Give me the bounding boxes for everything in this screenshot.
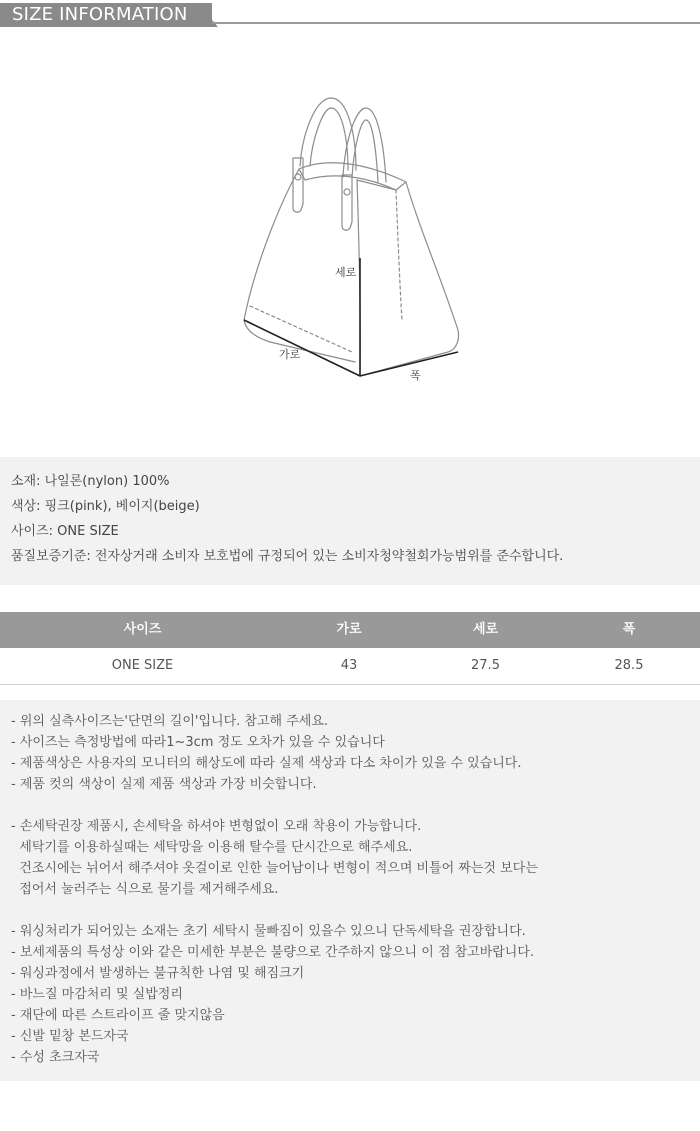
note-line: - 신발 밑창 본드자국 [11, 1029, 129, 1044]
cell-depth: 28.5 [614, 658, 644, 673]
header-height: 세로 [472, 622, 499, 637]
note-line: - 손세탁권장 제품시, 손세탁을 하셔야 변형없이 오래 착용이 가능합니다. [11, 819, 422, 834]
bag-illustration [0, 40, 700, 440]
note-line: - 워싱처리가 되어있는 소재는 초기 세탁시 물빠짐이 있을수 있으니 단독세탁을 권장합니다. [11, 924, 526, 939]
note-line: 건조시에는 뉘어서 해주셔야 옷걸이로 인한 늘어남이나 변형이 적으며 비틀어 짜는것 보다는 [11, 861, 538, 876]
section-title: SIZE INFORMATION [12, 4, 188, 25]
note-line: 세탁기를 이용하실때는 세탁망을 이용해 탈수를 단시간으로 해주세요. [11, 840, 413, 855]
bag-size-diagram [0, 40, 700, 440]
note-line: - 바느질 마감처리 및 실밥정리 [11, 987, 183, 1002]
note-line: - 제품 컷의 색상이 실제 제품 색상과 가장 비슷합니다. [11, 777, 317, 792]
note-line: - 위의 실측사이즈는'단면의 길이'입니다. 참고해 주세요. [11, 714, 329, 729]
note-line: 접어서 눌러주는 식으로 물기를 제거해주세요. [11, 882, 279, 897]
section-header [0, 0, 700, 32]
cell-height: 27.5 [471, 658, 500, 673]
cell-width: 43 [340, 658, 358, 673]
header-width: 가로 [336, 622, 362, 637]
material-line: 소재: 나일론(nylon) 100% [11, 474, 170, 489]
color-line: 색상: 핑크(pink), 베이지(beige) [11, 499, 200, 514]
left-handle-tab [293, 158, 303, 212]
header-depth: 폭 [622, 622, 636, 637]
care-notes-box [0, 700, 700, 1081]
depth-dimension-label: 폭 [410, 369, 421, 382]
size-line: 사이즈: ONE SIZE [11, 524, 119, 539]
note-line: - 워싱과정에서 발생하는 불규칙한 나염 및 해짐크기 [11, 966, 305, 981]
right-handle-tab [342, 175, 352, 230]
note-line: - 보세제품의 특성상 이와 같은 미세한 부분은 불량으로 간주하지 않으니 이 점 참고바랍니다. [11, 945, 535, 960]
note-line: - 사이즈는 측정방법에 따라1~3cm 정도 오차가 있을 수 있습니다 [11, 735, 385, 750]
height-dimension-label: 세로 [335, 266, 357, 279]
header-size: 사이즈 [123, 622, 162, 637]
note-line: - 재단에 따른 스트라이프 줄 맞지않음 [11, 1008, 225, 1023]
note-line: - 제품색상은 사용자의 모니터의 해상도에 따라 실제 색상과 다소 차이가 있을 수 있습니다. [11, 756, 522, 771]
table-header-row [0, 612, 700, 648]
width-dimension-label: 가로 [279, 348, 301, 361]
header-rule [212, 22, 700, 24]
cell-size: ONE SIZE [111, 658, 174, 673]
note-line: - 수성 초크자국 [11, 1050, 100, 1065]
quality-guarantee-line: 품질보증기준: 전자상거래 소비자 보호법에 규정되어 있는 소비자청약철회가능범위를 준수합니다. [11, 549, 564, 564]
material-info-box [0, 457, 700, 585]
table-row [0, 648, 700, 685]
size-table [0, 612, 700, 685]
